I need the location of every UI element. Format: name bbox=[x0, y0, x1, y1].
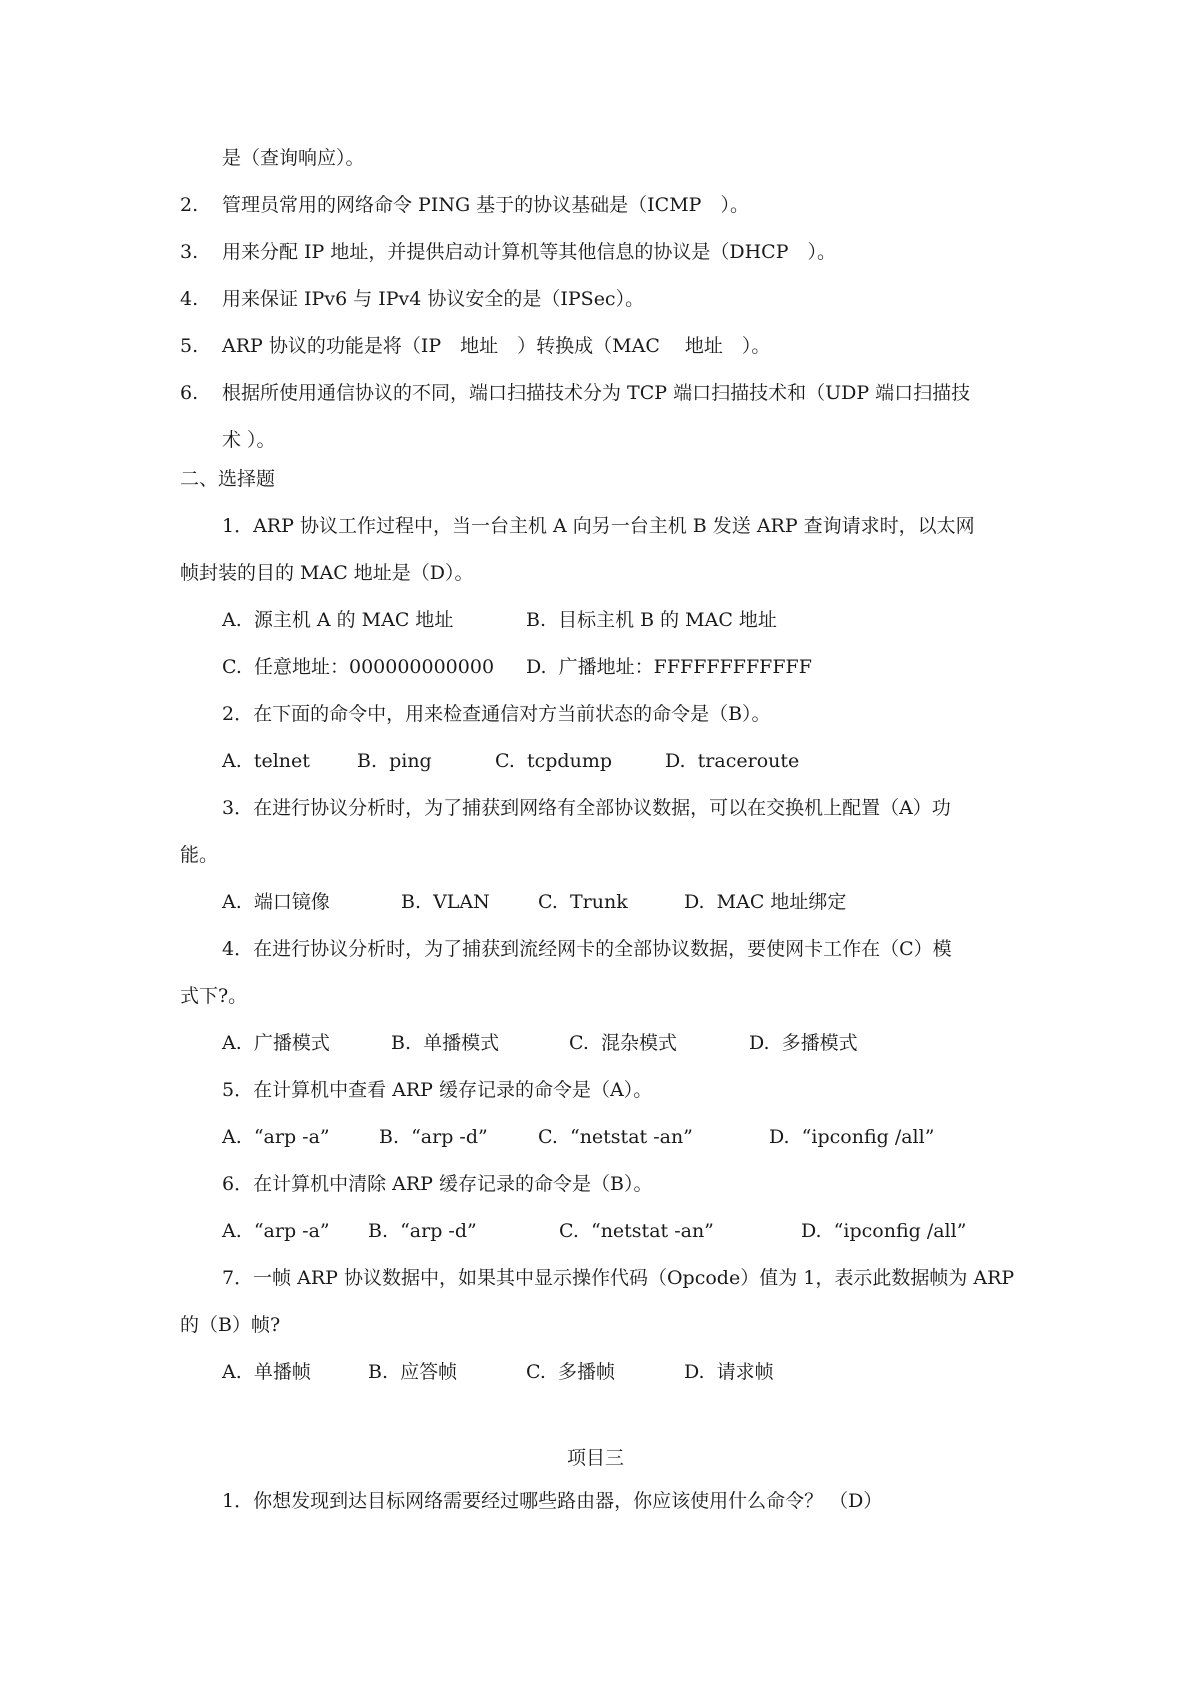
question-6-line-1: 6．在计算机中清除 ARP 缓存记录的命令是（B）。 bbox=[222, 1173, 653, 1195]
blank-item-4-number: 4. bbox=[180, 288, 199, 310]
question-3-option-b: B. VLAN bbox=[401, 891, 490, 913]
blank-item-2-text: 管理员常用的网络命令 PING 基于的协议基础是（ICMP ）。 bbox=[222, 194, 749, 216]
question-4-option-d: D. 多播模式 bbox=[749, 1032, 858, 1054]
question-2-option-a: A. telnet bbox=[222, 750, 310, 772]
blank-item-3-text: 用来分配 IP 地址，并提供启动计算机等其他信息的协议是（DHCP ）。 bbox=[222, 241, 836, 263]
question-3-option-a: A. 端口镜像 bbox=[222, 891, 330, 913]
question-2-option-d: D. traceroute bbox=[665, 750, 800, 772]
blank-item-4-text: 用来保证 IPv6 与 IPv4 协议安全的是（IPSec）。 bbox=[222, 288, 645, 310]
blank-item-1-continuation: 是（查询响应）。 bbox=[222, 147, 365, 169]
question-6-option-c: C. “netstat -an” bbox=[559, 1220, 714, 1242]
blank-item-6-text: 根据所使用通信协议的不同，端口扫描技术分为 TCP 端口扫描技术和（UDP 端口扫描技 bbox=[222, 382, 971, 404]
question-5-option-c: C. “netstat -an” bbox=[538, 1126, 693, 1148]
question-7-line-1: 7．一帧 ARP 协议数据中，如果其中显示操作代码（Opcode）值为 1，表示此数据帧为 ARP bbox=[222, 1267, 1015, 1289]
question-5-option-a: A. “arp -a” bbox=[222, 1126, 330, 1148]
project-3-question-1: 1．你想发现到达目标网络需要经过哪些路由器，你应该使用什么命令？ （D） bbox=[222, 1490, 883, 1512]
question-2-option-b: B. ping bbox=[357, 750, 432, 772]
question-7-option-a: A. 单播帧 bbox=[222, 1361, 311, 1383]
blank-item-3-number: 3. bbox=[180, 241, 199, 263]
question-5-line-1: 5．在计算机中查看 ARP 缓存记录的命令是（A）。 bbox=[222, 1079, 653, 1101]
blank-item-6-continuation: 术 ）。 bbox=[222, 429, 276, 451]
blank-item-5-number: 5. bbox=[180, 335, 199, 357]
question-4-line-2: 式下?。 bbox=[180, 985, 248, 1007]
question-5-option-b: B. “arp -d” bbox=[379, 1126, 488, 1148]
question-1-option-a: A. 源主机 A 的 MAC 地址 bbox=[222, 609, 454, 631]
section-heading-choice: 二、选择题 bbox=[180, 468, 276, 490]
question-6-option-d: D. “ipconfig /all” bbox=[801, 1220, 967, 1242]
question-4-line-1: 4．在进行协议分析时，为了捕获到流经网卡的全部协议数据，要使网卡工作在（C）模 bbox=[222, 938, 952, 960]
question-5-option-d: D. “ipconfig /all” bbox=[769, 1126, 935, 1148]
question-3-line-2: 能。 bbox=[180, 844, 219, 866]
question-1-line-2: 帧封装的目的 MAC 地址是（D）。 bbox=[180, 562, 474, 584]
question-3-option-d: D. MAC 地址绑定 bbox=[684, 891, 847, 913]
blank-item-6-number: 6. bbox=[180, 382, 199, 404]
question-4-option-c: C. 混杂模式 bbox=[569, 1032, 677, 1054]
question-7-option-d: D. 请求帧 bbox=[684, 1361, 774, 1383]
question-2-line-1: 2．在下面的命令中，用来检查通信对方当前状态的命令是（B）。 bbox=[222, 703, 771, 725]
question-1-option-d: D. 广播地址：FFFFFFFFFFFF bbox=[526, 656, 812, 678]
blank-item-5-text: ARP 协议的功能是将（IP 地址 ）转换成（MAC 地址 ）。 bbox=[222, 335, 771, 357]
question-7-option-c: C. 多播帧 bbox=[526, 1361, 615, 1383]
question-6-option-b: B. “arp -d” bbox=[368, 1220, 477, 1242]
project-3-title: 项目三 bbox=[566, 1447, 624, 1469]
question-3-option-c: C. Trunk bbox=[538, 891, 628, 913]
question-4-option-b: B. 单播模式 bbox=[391, 1032, 500, 1054]
blank-item-2-number: 2. bbox=[180, 194, 199, 216]
question-6-option-a: A. “arp -a” bbox=[222, 1220, 330, 1242]
question-2-option-c: C. tcpdump bbox=[495, 750, 612, 772]
question-1-line-1: 1．ARP 协议工作过程中，当一台主机 A 向另一台主机 B 发送 ARP 查询请求时，以太网 bbox=[222, 515, 975, 537]
question-3-line-1: 3．在进行协议分析时，为了捕获到网络有全部协议数据，可以在交换机上配置（A）功 bbox=[222, 797, 951, 819]
question-7-line-2: 的（B）帧? bbox=[180, 1314, 281, 1336]
question-1-option-c: C. 任意地址：000000000000 bbox=[222, 656, 495, 678]
question-1-option-b: B. 目标主机 B 的 MAC 地址 bbox=[526, 609, 777, 631]
question-7-option-b: B. 应答帧 bbox=[368, 1361, 458, 1383]
question-4-option-a: A. 广播模式 bbox=[222, 1032, 330, 1054]
